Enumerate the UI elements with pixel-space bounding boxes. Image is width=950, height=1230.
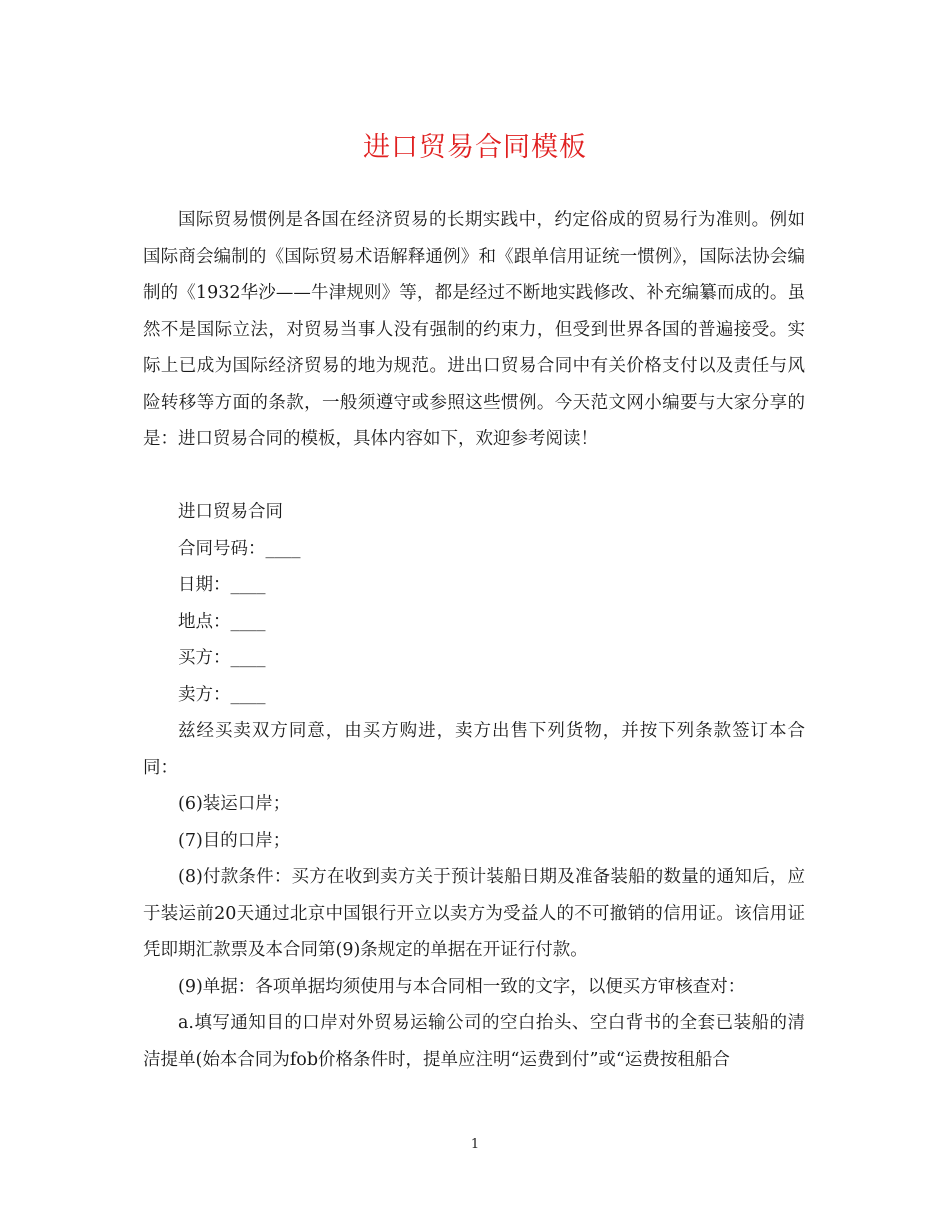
document-title: 进口贸易合同模板 <box>363 132 587 163</box>
document-body <box>143 202 805 1078</box>
contract-number-field: 合同号码：____ <box>178 538 301 559</box>
contract-heading: 进口贸易合同 <box>178 502 283 522</box>
clause-8-payment-terms: (8)付款条件：买方在收到卖方关于预计装船日期及准备装船的数量的通知后，应于装运前20天通过北京中国银行开立以卖方为受益人的不可撤销的信用证。该信用证凭即期汇款票及本合同第(9)条规定的单据在开证行付款。 <box>143 867 805 960</box>
seller-field: 卖方：____ <box>178 684 266 705</box>
place-field: 地点：____ <box>178 611 266 632</box>
clause-9a-bill-of-lading: a.填写通知目的口岸对外贸易运输公司的空白抬头、空白背书的全套已装船的清洁提单(始本合同为fob价格条件时，提单应注明“运费到付”或“运费按租船合 <box>143 1013 805 1070</box>
agreement-paragraph: 兹经买卖双方同意，由买方购进，卖方出售下列货物，并按下列条款签订本合同： <box>143 721 805 778</box>
clause-7: (7)目的口岸； <box>178 830 291 851</box>
buyer-field: 买方：____ <box>178 648 266 668</box>
clause-6: (6)装运口岸； <box>178 794 291 814</box>
clause-9-documents: (9)单据：各项单据均须使用与本合同相一致的文字，以便买方审核查对： <box>178 976 746 997</box>
page-number: 1 <box>470 1137 480 1152</box>
date-field: 日期：____ <box>178 575 266 595</box>
intro-paragraph: 国际贸易惯例是各国在经济贸易的长期实践中，约定俗成的贸易行为准则。例如国际商会编制的《国际贸易术语解释通例》和《跟单信用证统一惯例》，国际法协会编制的《1932华沙——牛津规则》等，都是经过不断地实践修改、补充编纂而成的。虽然不是国际立法，对贸易当事人没有强制的约束力，但受到世界各国的普遍接受。实际上已成为国际经济贸易的地为规范。进出口贸易合同中有关价格支付以及责任与风险转移等方面的条款，一般须遵守或参照这些惯例。今天范文网小编要与大家分享的是：进口贸易合同的模板，具体内容如下，欢迎参考阅读！ <box>143 210 805 449</box>
